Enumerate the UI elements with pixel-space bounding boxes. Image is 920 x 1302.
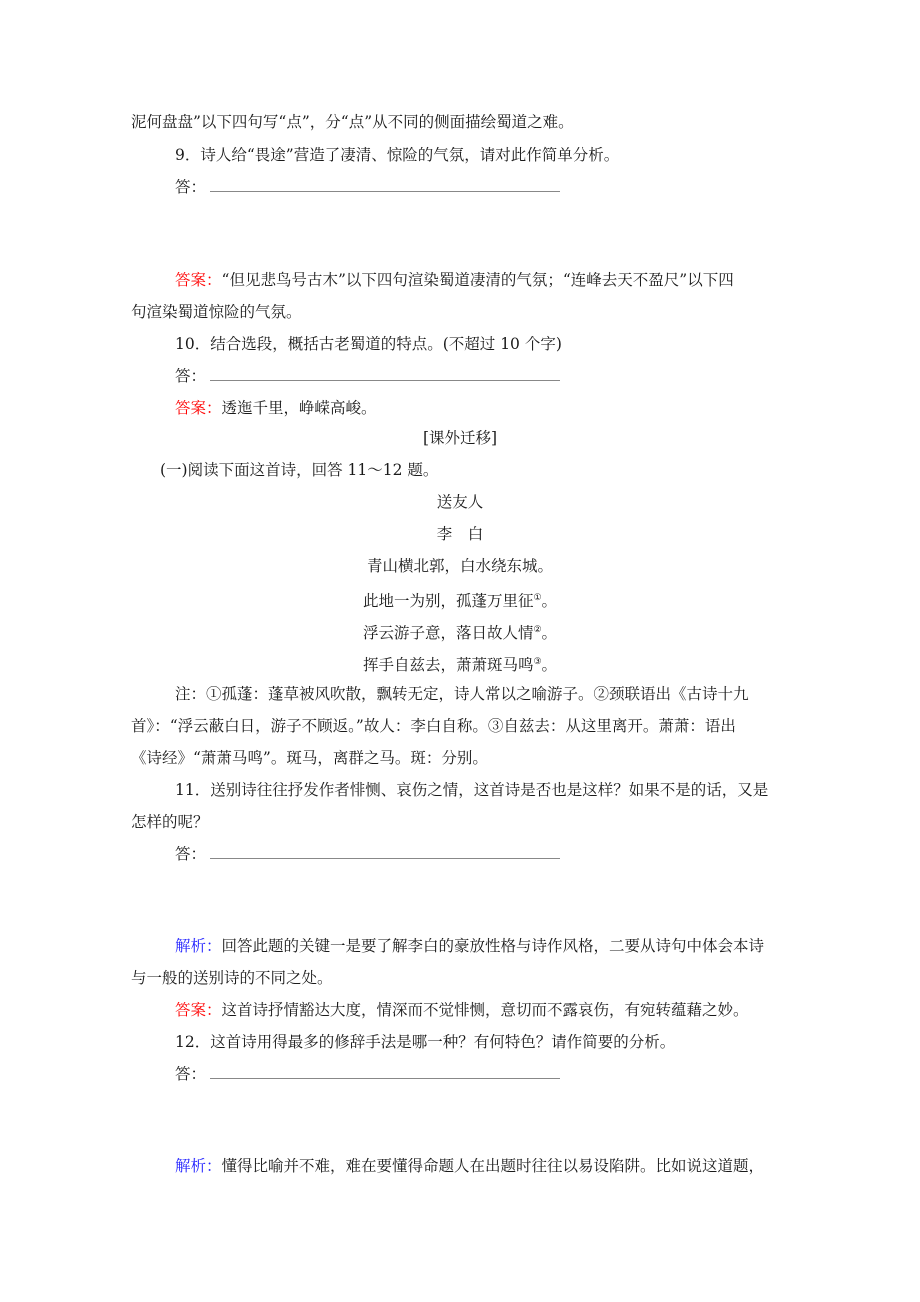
answer-prefix: 答：: [175, 367, 207, 385]
poem-title: 送友人: [436, 493, 484, 511]
analysis-11-line1: 解析：回答此题的关键一是要了解李白的豪放性格与诗作风格，二要从诗句中体会本诗: [175, 937, 765, 955]
poem-author: 李 白: [436, 525, 484, 543]
answer-blank[interactable]: [210, 844, 560, 859]
section-heading: [课外迁移]: [422, 429, 498, 447]
note-line-1: 注：①孤蓬：蓬草被风吹散，飘转无定，诗人常以之喻游子。②颈联语出《古诗十九: [175, 685, 749, 703]
answer-9-line1: [175, 270, 734, 290]
note-line-3: 《诗经》“萧萧马鸣”。斑马，离群之马。斑：分别。: [131, 749, 488, 767]
answer-text: 透迤千里，峥嵘高峻。: [221, 399, 377, 417]
answer-field-9[interactable]: [175, 177, 560, 197]
answer-prefix: 答：: [175, 845, 207, 863]
answer-blank[interactable]: [210, 177, 560, 192]
poem-line-2: 此地一为别，孤蓬万里征①。: [362, 592, 558, 610]
answer-11: 答案：这首诗抒情豁达大度，情深而不觉悱恻，意切而不露哀伤，有宛转蕴藉之妙。: [175, 1001, 749, 1019]
poem-line-1: 青山横北郭，白水绕东城。: [366, 557, 553, 575]
answer-text: “但见悲鸟号古木”以下四句渲染蜀道凄清的气氛；“连峰去天不盈尺”以下四: [221, 271, 734, 289]
note-line-2: 首》：“浮云蔽白日，游子不顾返。”故人：李白自称。③自兹去：从这里离开。萧萧：语出: [131, 717, 736, 735]
footnote-marker: ①: [533, 593, 542, 603]
answer-field-11[interactable]: [175, 844, 560, 864]
analysis-12: 解析：懂得比喻并不难，难在要懂得命题人在出题时往往以易设陷阱。比如说这道题，: [175, 1157, 765, 1175]
answer-field-10[interactable]: [175, 366, 560, 386]
question-9: 9．诗人给“畏途”营造了凄清、惊险的气氛，请对此作简单分析。: [175, 146, 620, 164]
reading-intro: (一)阅读下面这首诗，回答 11～12 题。: [160, 461, 439, 479]
answer-label: 答案：: [175, 399, 222, 417]
footnote-marker: ③: [533, 657, 542, 667]
answer-prefix: 答：: [175, 178, 207, 196]
text-line: 泥何盘盘”以下四句写“点”，分“点”从不同的侧面描绘蜀道之难。: [131, 113, 574, 131]
answer-10: [175, 398, 377, 418]
answer-field-12[interactable]: [175, 1064, 560, 1084]
analysis-11-line2: 与一般的送别诗的不同之处。: [131, 969, 333, 987]
analysis-label: 解析：: [175, 937, 222, 955]
answer-blank[interactable]: [210, 1064, 560, 1079]
question-11-line2: 怎样的呢？: [131, 813, 209, 831]
question-11-line1: 11．送别诗往往抒发作者悱恻、哀伤之情，这首诗是否也是这样？如果不是的话，又是: [175, 781, 769, 799]
answer-prefix: 答：: [175, 1065, 207, 1083]
answer-blank[interactable]: [210, 366, 560, 381]
answer-label: 答案：: [175, 1001, 222, 1019]
answer-label: 答案：: [175, 271, 222, 289]
footnote-marker: ②: [533, 625, 542, 635]
question-10: 10．结合选段，概括古老蜀道的特点。(不超过 10 个字): [175, 335, 562, 353]
poem-line-4: 挥手自兹去，萧萧斑马鸣③。: [362, 656, 558, 674]
question-12: 12．这首诗用得最多的修辞手法是哪一种？有何特色？请作简要的分析。: [175, 1033, 676, 1051]
analysis-label: 解析：: [175, 1157, 222, 1175]
poem-line-3: 浮云游子意，落日故人情②。: [362, 624, 558, 642]
answer-9-line2: 句渲染蜀道惊险的气氛。: [131, 303, 302, 321]
